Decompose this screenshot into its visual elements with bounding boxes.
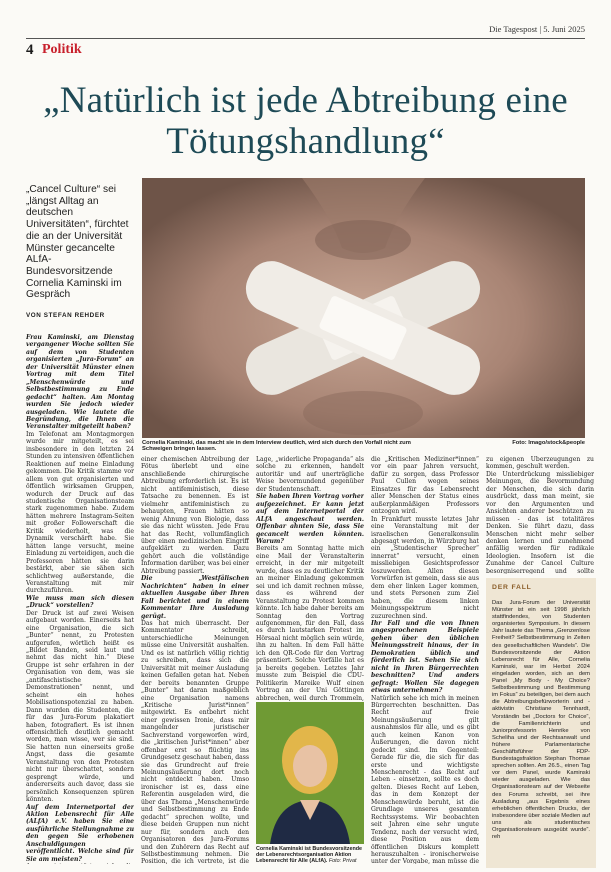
answer-paragraph: In Frankfurt musste letztes Jahr eine Veranstaltung mit der israelischen Generalkonsulin abgesagt werden, in Würzburg hat ein „Studentischer Sprecher“ innerrat“ versucht, einen missliebigen Gesichtsprofessor loszuwerden. Allen diesen Vorwürfen ist gemein, dass sie aus dem eher linken Lager kommen, und stets Personen zum Ziel haben, die diesem linken Meinungsspektrum nicht zuzurechnen sind. [371, 515, 479, 620]
photo-credit: Foto: Imago/stock&people [512, 440, 585, 446]
der-fall-text: Das Jura-Forum der Universität Münster ist ein seit 1998 jährlich stattfindendes, von Studenten organisiertes Symposium. In diesem Jahr lautete das Thema „Grenzenlose Freiheit? Selbstbestimmung in Zeiten des gesellschaftlichen Wandels“. Die Bundesvorsitzende der Aktion Lebensrecht für Alle, Cornelia Kaminski, war im Herbst 2024 eingeladen worden, sich an dem Panel „My Body - My Choice? Selbstbestimmung und Bestimmung im Fokus“ zu beteiligen, bei dem auch die Abtreibungsbefürworterin und -aktivistin Christiane Tennhardt, Vorständin bei „Doctors for Choice“, die Familienrichterin und Juniorprofessorin Henrike von Scheliha und der Rechtsanwalt und frühere Parlamentarische Geschäftsführer der FDP-Bundestagsfraktion Stephan Thomae sprechen sollten. Am 26.5., einen Tag vor dem Panel, wurde Kaminski wieder ausgeladen. Wie das Organisationsteam auf der Webseite des Forums schreibt, sei ihre Ausladung „aus Ergebnis eines erheblichen öffentlichen Drucks, der insbesondere über soziale Medien auf uns als studentisches Organisationsteam ausgeübt wurde“. reh [492, 600, 590, 841]
answer-paragraph: die „Kritischen Mediziner*innen“ vor ein paar Jahren versucht, dafür zu sorgen, dass Professor Paul Cullen wegen seines Einsatzes für das Lebensrecht aller Menschen der Status eines außerplanmäßigen Professors entzogen wird. [371, 456, 479, 516]
masthead: Die Tagespost | 5. Juni 2025 [489, 24, 585, 34]
question-paragraph: Frau Kaminski, am Dienstag vergangener Woche sollten Sie auf dem von Studenten organisierten „Jura-Forum“ an der Universität Münster einen Vortrag mit dem Titel „Menschenwürde und Selbstbestimmung zu Ende gedacht“ halten. Am Montag wurden Sie jedoch wieder ausgeladen. Wie lautete die Begründung, die Ihnen die Veranstalter mitgeteilt haben? [26, 334, 134, 431]
main-photo [142, 178, 585, 438]
answer-paragraph: Lage, „widerliche Propaganda“ als solche zu erkennen, handelt autoritär und auf unerträgliche Weise bevormundend gegenüber der Studentenschaft. [256, 456, 364, 493]
portrait-image [256, 702, 364, 844]
portrait-photo [256, 702, 364, 844]
answer-paragraph: einer chemischen Abtreibung der Fötus überlebt und eine anschließende chirurgische Abtreibung erforderlich ist. Es ist nicht antifeministisch, diese Tatsache zu benennen. Es ist vielmehr antifeministisch zu behaupten, Frauen hätten so wenig Ahnung von Biologie, dass sie das nicht wüssten. Jede Frau hat das Recht, vollumfänglich über einen medizinischen Eingriff aufgeklärt zu werden. Dazu gehört auch die vollständige Information darüber, was bei einer Abtreibung passiert. [141, 456, 249, 575]
portrait-credit: Foto: Privat [328, 858, 357, 865]
headline: „Natürlich ist jede Abtreibung eine Tötungshandlung“ [43, 80, 568, 162]
answer-paragraph: Natürlich sehe ich mich in meinen Bürgerrechten beschnitten. Das Recht auf freie Meinungsäußerung gilt ausnahmslos für alle, und es gibt auch keinen Kanon von Äußerungen, die davon nicht gedeckt sind. Im Gegenteil: Gerade für die, die sich für das erste und wichtigste Menschenrecht - das Recht auf Leben - einsetzen, sollte es doch gelten. Dieses Recht auf Leben, das in dem Konzept der Menschenwürde beruht, ist die Grundlage unseres gesamten Rechtssystems. Wir beobachten seit Jahren eine sehr ungute Tendenz, nach der versucht wird, diese Position aus dem öffentlichen Diskurs komplett herauszuhalten - ironischerweise unter der Vorgabe, man müsse die [371, 694, 479, 864]
page-number: 4 [26, 42, 34, 58]
answer-paragraph: Bereits am Sonntag hatte mich eine Mail der Veranstalterin erreicht, in der mir mitgeteilt wurde, dass es zu deutlicher Kritik an meiner Einladung gekommen sei und ich damit rechnen müsse, dass es während der Veranstaltung zu Protest kommen könnte. Ich habe daher bereits am Sonntag den Vortrag aufgenommen, für den Fall, dass es durch lautstarken Protest im Hörsaal nicht möglich sein würde, ihn zu halten. In dem Fall hätte ich den QR-Code für den Vortrag präsentiert. Solche Vorfälle hat es ja bereits gegeben. Letztes Jahr musste zum Beispiel die CDU-Politikerin Mareike Wulf einen Vortrag an der Uni Göttingen abbrechen, weil durch Trommeln, [256, 545, 364, 702]
column-4 [371, 456, 479, 864]
taped-mouth-image [142, 178, 585, 438]
question-paragraph: Sie haben Ihren Vortrag vorher aufgezeichnet. Er kann jetzt auf dem Internetportal der ALfA angeschaut werden. Offenbar ahnten Sie, dass Sie gecancelt werden könnten. Warum? [256, 493, 364, 545]
portrait-caption-text: Cornelia Kaminski ist Bundesvorsitzende der Lebensrechtsorganisation Aktion Lebensrecht für Alle (ALfA). [256, 846, 363, 865]
question-paragraph: Auf dem Internetportal der Aktion Lebensrecht für Alle (ALfA) e.V. haben Sie eine ausführliche Stellungnahme zu den gegen Sie erhobenen Anschuldigungen veröffentlicht. Welche sind für Sie am meisten? [26, 803, 134, 863]
answer-paragraph: Der Druck ist auf zwei Weisen aufgebaut worden. Einerseits hat eine Organisation, die sich „Bunter“ nennt, zu Protesten aufgerufen, wörtlich heißt es „Bildet Banden, seid laut und nehmt das nicht hin.“ Diese Gruppe ist sehr erfahren in der Organisation von dem, was sie „antifaschistische Demonstrationen“ nennt, und scheint ein hohes Mobilisationspotenzial zu haben. Dann wurden die Studenten, die für das Jura-Forum plakatiert haben, fotografiert. Es ist ihnen offensichtlich deutlich gemacht worden, man wisse, wer sie sind. Sie hatten nun einerseits große Angst, dass die gesamte Veranstaltung von den Protesten nicht nur überschattet, sondern gesprengt würde, und andererseits auch davor, dass sie persönlich Konsequenzen spüren könnten. [26, 609, 134, 804]
answer-paragraph: Im Telefonat am Montagmorgen wurde mir mitgeteilt, es sei insbesondere in den letzten 24 Stunden zu intensiven öffentlichen Reaktionen auf meine Einladung gekommen. Die Kritik stamme vor allem von gut organisierten und öffentlich wirksamen Gruppen, wodurch der Druck auf das studentische Organisationsteam stark zugenommen habe. Zudem hätten mehrere Instagram-Seiten mit großer Followerschaft die Kritik wiederholt, was die Dynamik verschärft habe. Sie hätten lange versucht, meine Einladung zu verteidigen, auch die Professoren hätten sie darin bestärkt, aber sie sähen sich schlichtweg außerstande, die Veranstaltung mit mir durchzuführen. [26, 430, 134, 595]
answer-paragraph: zu eigenen Überzeugungen zu kommen, geschult werden. [486, 456, 594, 471]
answer-paragraph: Die Unterdrückung missliebiger Meinungen, die Bevormundung der Menschen, die sich darin ausdrückt, dass man meint, sie vor den Argumenten und Ansichten anderer beschützen zu müssen - das ist totalitäres Denken. Sie führt dazu, dass Menschen nicht mehr selber denken lernen und zunehmend anfällig werden für radikale Ideologien. Insofern ist die Zunahme der Cancel Culture besorgniserregend und sollte [486, 470, 594, 574]
header-rule [26, 38, 585, 39]
question-paragraph: Wie muss man sich diesen „Druck“ vorstellen? [26, 594, 134, 610]
question-paragraph: Die „Westfälischen Nachrichten“ haben in einer aktuellen Ausgabe über Ihren Fall berichtet und in einem Kommentar Ihre Ausladung gerügt. [141, 575, 249, 620]
portrait-caption [256, 846, 364, 865]
teaser: „Cancel Culture“ sei „längst Alltag an deutschen Universitäten“, fürchtet die an der Universität Münster gecancelte ALfA-Bundesvorsitzende Cornelia Kaminski im Gespräch [26, 184, 129, 301]
byline: VON STEFAN REHDER [26, 312, 105, 319]
column-1 [26, 334, 134, 864]
der-fall-title: DER FALL [492, 584, 532, 591]
answer-paragraph: Das hat mich überrascht. Der Kommentator schreibt, unterschiedliche Meinungen müsse eine Universität aushalten. Und es ist natürlich völlig richtig zu schreiben, dass sich die Universität mit meiner Ausladung keinen Gefallen getan hat. Neben der bereits benannten Gruppe „Bunter“ hat daran maßgeblich eine Organisation namens „Kritische Jurist*innen“ mitgewirkt. Es entbehrt nicht einer gewissen Ironie, dass mir mangelnder juristischer Sachverstand vorgeworfen wird, die „kritischen Jurist*innen“ aber offenbar erst so flüchtig ins Grundgesetz geschaut haben, dass sie das Grundrecht auf freie Meinungsäußerung dort noch nicht entdeckt haben. Umso ironischer ist es, dass eine Referentin ausgeladen wird, die über das Thema „Menschenwürde und Selbstbestimmung zu Ende gedacht“ sprechen wollte, und diese beiden Gruppen nun nicht nur für, sondern auch den Organisatoren des Jura-Forums und den Zuhörern das Recht auf Selbstbestimmung nehmen. Die Position, die ich vertrete, ist die [141, 619, 249, 864]
column-2 [141, 456, 249, 864]
photo-caption: Cornelia Kaminski, das macht sie in dem Interview deutlich, wird sich durch den Vorfall nicht zum Schweigen bringen lassen. [142, 440, 411, 452]
answer-paragraph [26, 863, 134, 864]
column-5 [486, 456, 594, 574]
question-paragraph: Ihr Fall und die von Ihnen angesprochenen Beispiele gehen über den üblichen Meinungsstreit hinaus, der in Demokratien üblich und förderlich ist. Sehen Sie sich nicht in Ihren Bürgerrechten beschnitten? Und anders gefragt: Wollen Sie dagegen etwas unternehmen? [371, 619, 479, 695]
section-label: Politik [42, 42, 82, 57]
